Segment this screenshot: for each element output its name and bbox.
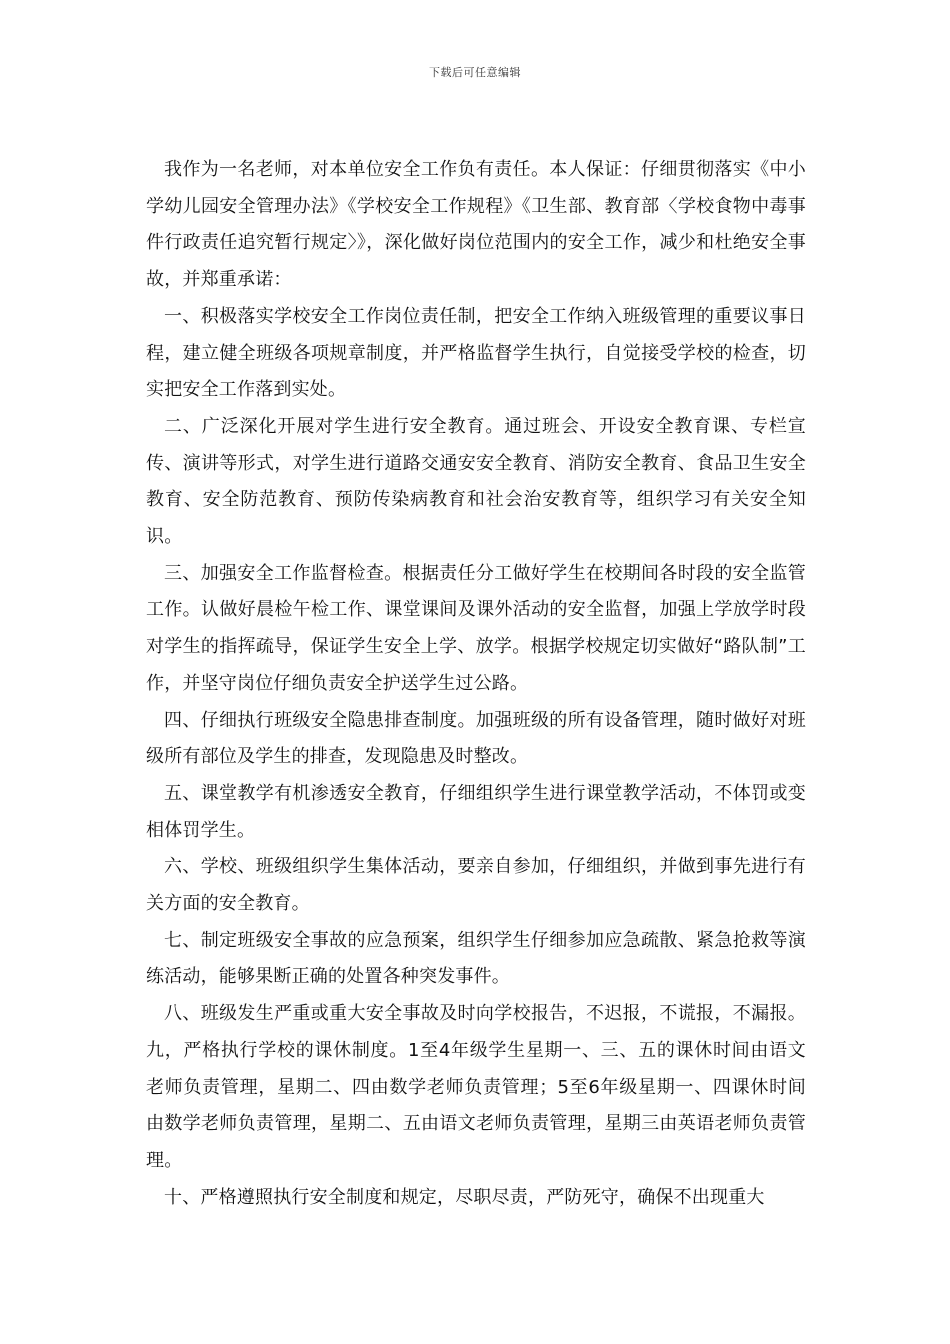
paragraph-item-10: 十、严格遵照执行安全制度和规定，尽职尽责，严防死守，确保不出现重大 [164, 1186, 765, 1208]
paragraph-item-3: 三、加强安全工作监督检查。根据责任分工做好学生在校期间各时段的安全监管工作。认做好晨检午检工作、课堂课间及课外活动的安全监督，加强上学放学时段对学生的指挥疏导，保证学生安全上学、放学。根据学校规定切实做好“路队制”工作，并坚守岗位仔细负责安全护送学生过公路。 [146, 562, 806, 694]
paragraph-item-7: 七、制定班级安全事故的应急预案，组织学生仔细参加应急疏散、紧急抢救等演练活动，能够果断正确的处置各种突发事件。 [146, 929, 806, 988]
header-note: 下载后可任意编辑 [429, 66, 521, 79]
paragraph-item-1: 一、积极落实学校安全工作岗位责任制，把安全工作纳入班级管理的重要议事日程，建立健全班级各项规章制度，并严格监督学生执行，自觉接受学校的检查，切实把安全工作落到实处。 [146, 305, 806, 401]
paragraph-item-6: 六、学校、班级组织学生集体活动，要亲自参加，仔细组织，并做到事先进行有关方面的安全教育。 [146, 856, 806, 915]
document-body [146, 152, 806, 1216]
paragraph-item-2: 二、广泛深化开展对学生进行安全教育。通过班会、开设安全教育课、专栏宣传、演讲等形式，对学生进行道路交通安安全教育、消防安全教育、食品卫生安全教育、安全防范教育、预防传染病教育和社会治安教育等，组织学习有关安全知识。 [146, 415, 806, 548]
paragraph-item-5: 五、课堂教学有机渗透安全教育，仔细组织学生进行课堂教学活动，不体罚或变相体罚学生。 [146, 782, 806, 841]
paragraph-intro: 我作为一名老师，对本单位安全工作负有责任。本人保证：仔细贯彻落实《中小学幼儿园安全管理办法》《学校安全工作规程》《卫生部、教育部〈学校食物中毒事件行政责任追究暂行规定〉》，深化做好岗位范围内的安全工作，减少和杜绝安全事故，并郑重承诺： [146, 159, 806, 291]
paragraph-item-4: 四、仔细执行班级安全隐患排查制度。加强班级的所有设备管理，随时做好对班级所有部位及学生的排查，发现隐患及时整改。 [146, 709, 806, 768]
paragraph-item-8-9: 八、班级发生严重或重大安全事故及时向学校报告，不迟报，不谎报，不漏报。 九，严格执行学校的课休制度。1至4年级学生星期一、三、五的课休时间由语文老师负责管理，星期二、四由数学老师负责管理；5至6年级星期一、四课休时间由数学老师负责管理，星期二、五由语文老师负责管理，星期三由英语老师负责管理。 [146, 1003, 806, 1171]
